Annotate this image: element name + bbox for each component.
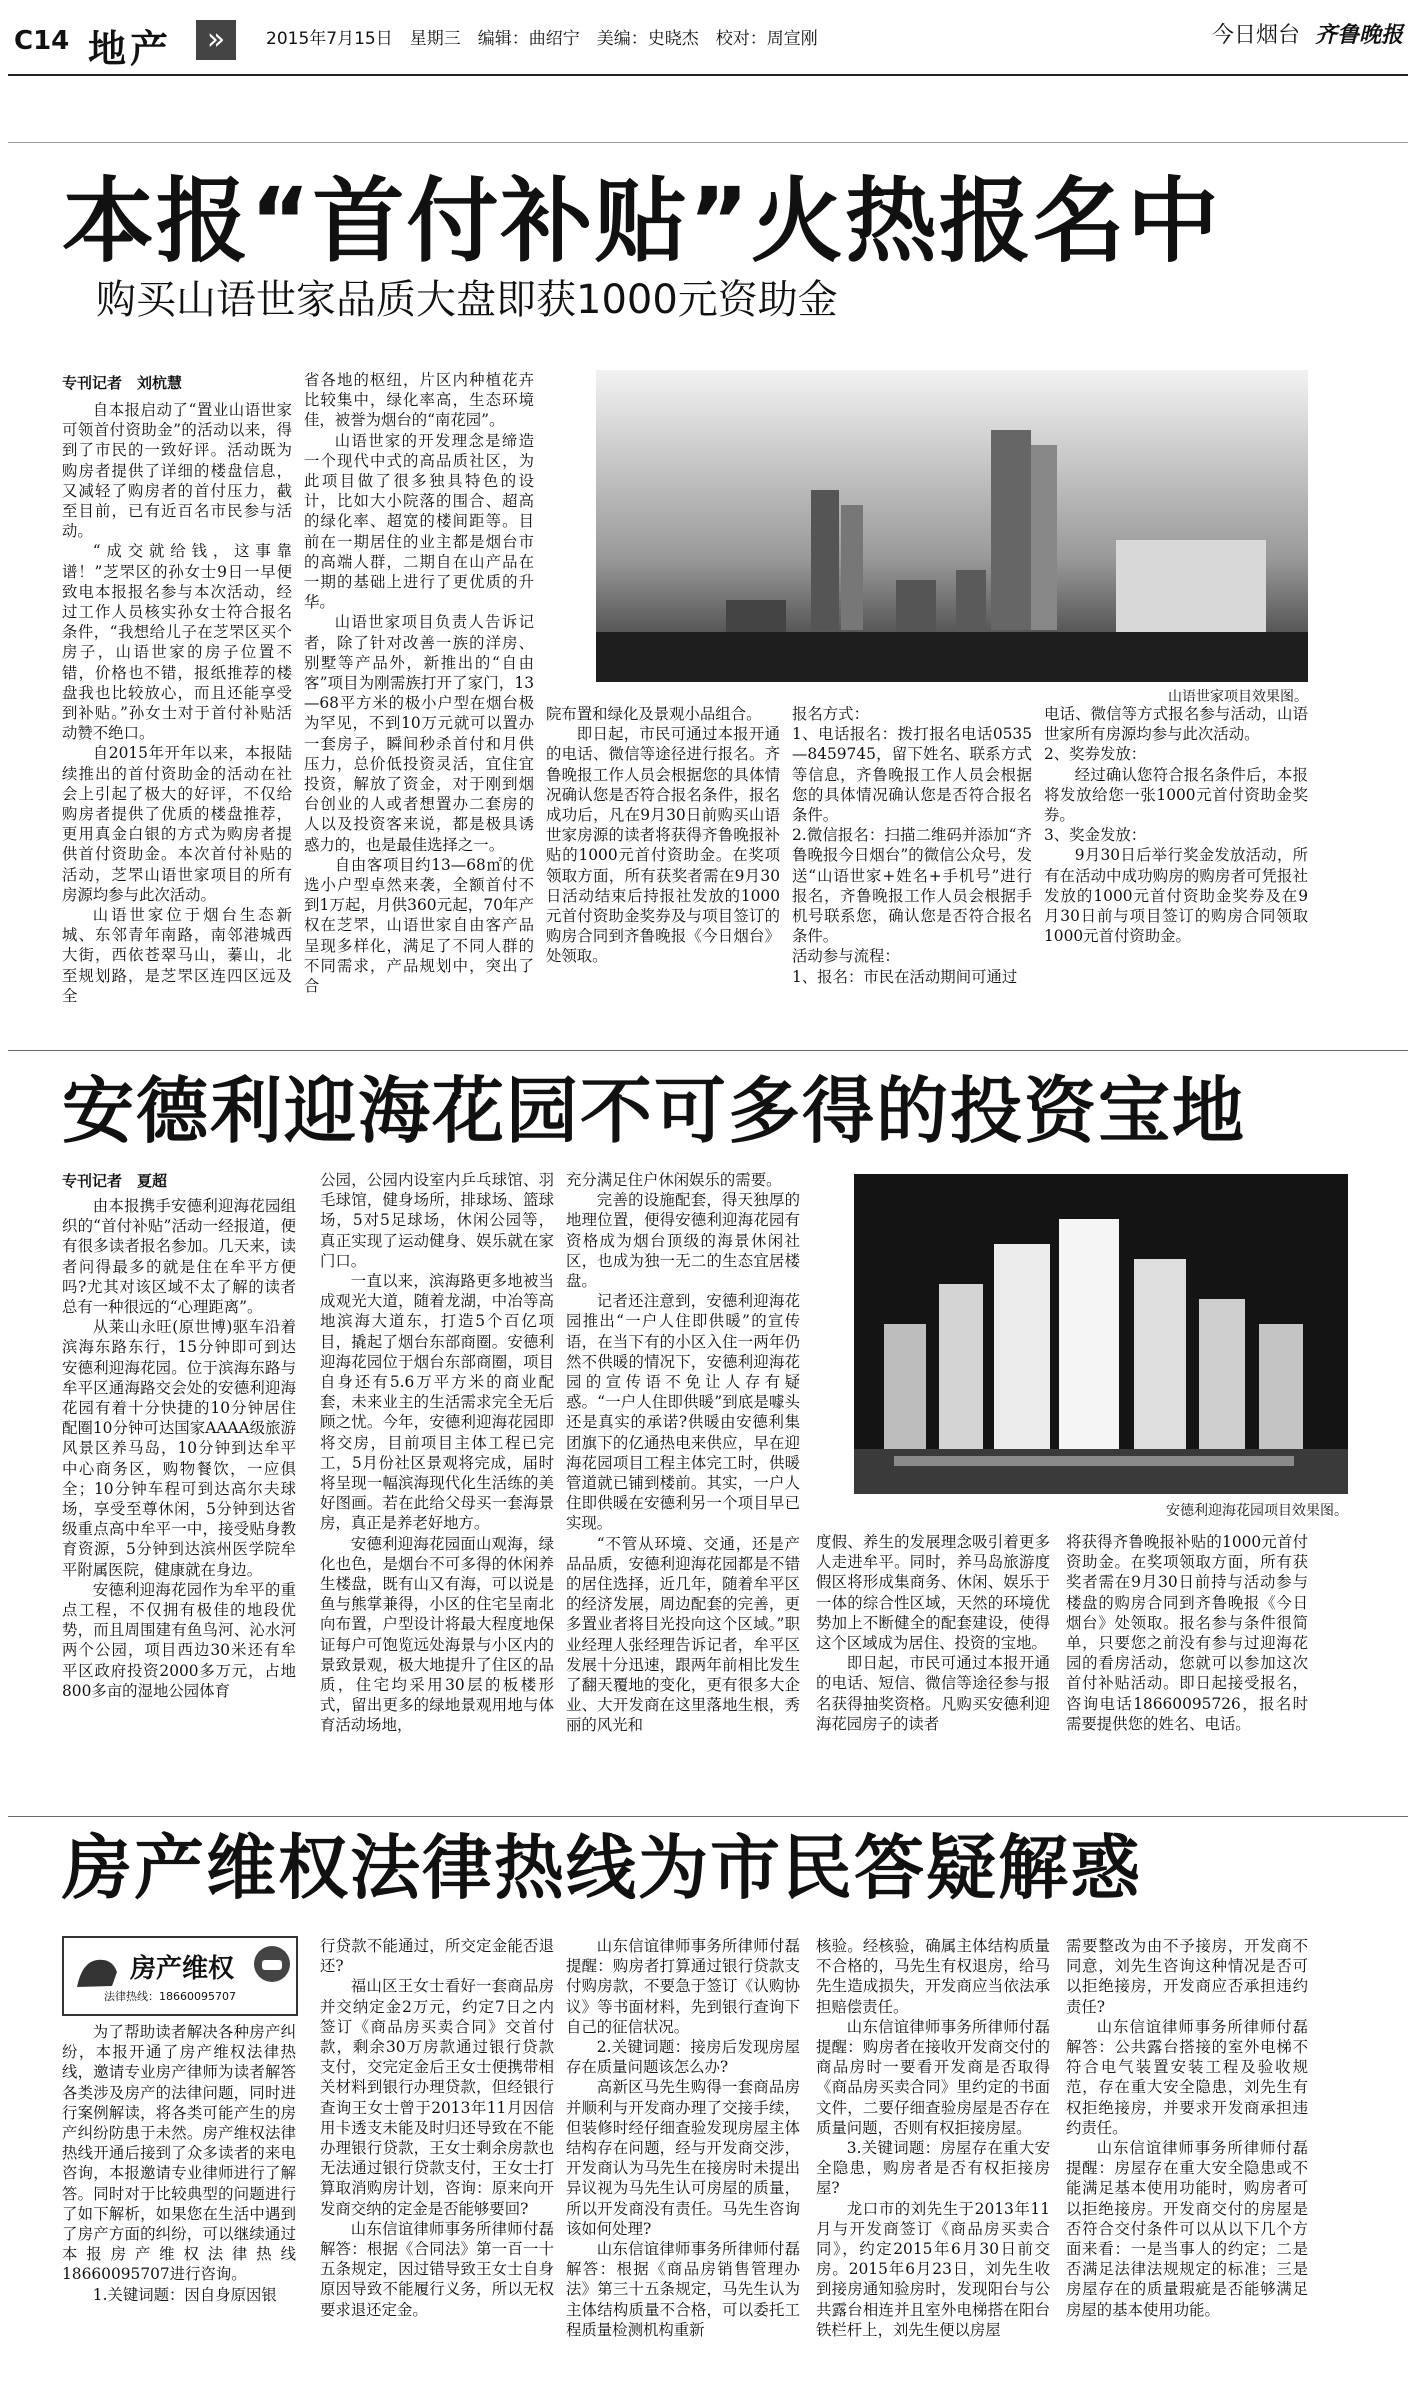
article3-col5	[1066, 1936, 1308, 2378]
article2-col5	[1066, 1532, 1308, 1810]
paragraph: 山东信谊律师事务所律师付磊提醒：房屋存在重大安全隐患或不能满足基本使用功能时，购房者可以拒绝接房。开发商交付的房屋是否符合交付条件可以从以下几个方面来看：一是当事人的约定；二是否满足法律法规规定的标准；三是房屋存在的质量瑕疵是否能够满足房屋的基本使用功能。	[1066, 2139, 1308, 2319]
article1-col1	[62, 400, 292, 1040]
paragraph: “成交就给钱，这事靠谱！”芝罘区的孙女士9日一早便致电本报报名参与本次活动，经过工作人员核实孙女士符合报名条件，“我想给儿子在芝罘区买个房子，山语世家的房子位置不错，价格也不错，报纸推荐的楼盘我也比较放心，而且还能享受到补贴。”孙女士对于首付补贴活动赞不绝口。	[62, 542, 292, 743]
article2-col2	[320, 1170, 554, 1810]
building-illustration	[596, 370, 1308, 682]
paragraph: 活动参与流程：	[792, 947, 900, 966]
article1-subheadline: 购买山语世家品质大盘即获1000元资助金	[96, 277, 838, 323]
edition-name: 今日烟台	[1211, 23, 1300, 48]
paragraph: 即日起，市民可通过本报开通的电话、短信、微信等途径参与报名获得抽奖资格。凡购买安德利迎海花园房子的读者	[816, 1654, 1050, 1733]
article3-col3	[566, 1936, 800, 2378]
paragraph: 山东信谊律师事务所律师付磊提醒：购房者在接收开发商交付的商品房时一要看开发商是否取得《商品房买卖合同》里约定的书面文件，二要仔细查验房屋是否存在质量问题，否则有权拒接房屋。	[816, 2017, 1050, 2137]
paragraph: 高新区马先生购得一套商品房并顺利与开发商办理了交接手续，但装修时经仔细查验发现房屋主体结构存在问题，经与开发商交涉，开发商认为马先生在接房时未提出异议视为马先生认可房屋的质量，所以开发商没有责任。马先生咨询该如何处理?	[566, 2078, 800, 2238]
article1-byline: 专刊记者 刘杭慧	[62, 374, 183, 392]
article2-col3	[566, 1170, 800, 1810]
paragraph: 为了帮助读者解决各种房产纠纷，本报开通了房产维权法律热线，邀请专业房产律师为读者解答各类涉及房产的法律问题，同时进行案例解读，将各类可能产生的房产纠纷防患于未然。房产维权法律热线开通后接到了众多读者的来电咨询，本报邀请专业律师进行了解答。同时对于比较典型的问题进行了如下解析，如果您在生活中遇到了房产方面的纠纷，可以继续通过本报房产维权法律热线18660095707进行咨询。	[62, 2023, 296, 2284]
article1-photo-caption: 山语世家项目效果图。	[1168, 689, 1308, 705]
top-divider	[8, 142, 1408, 143]
paragraph: 从莱山永旺(原世博)驱车沿着滨海东路东行，15分钟即可到达安德利迎海花园。位于滨海东路与牟平区通海路交会处的安德利迎海花园有着十分快捷的10分钟居住配圈10分钟可达国家AAAA级旅游风景区养马岛，10分钟到达牟平中心商务区，购物餐饮，一应俱全；10分钟车程可到达高尔夫球场，享受至尊休闲，5分钟到达省级重点高中牟平一中，接受贴身教育资源，5分钟到达滨州医学院牟平附属医院，健康就在身边。	[62, 1318, 296, 1579]
article2-headline: 安德利迎海花园不可多得的投资宝地	[62, 1069, 1247, 1153]
page-number: C14	[14, 26, 70, 56]
article2-photo	[854, 1174, 1348, 1494]
paragraph: 山语世家位于烟台生态新城、东邻青年南路，南邻港城西大街，西依苍翠马山，蓁山，北至规划路，是芝罘区连四区远及全	[62, 906, 292, 1005]
paragraph: 一直以来，滨海路更多地被当成观光大道，随着龙湖，中冶等高地滨海大道东，打造5个百亿项目，撬起了烟台东部商圈。安德利迎海花园位于烟台东部商圈，项目自身还有5.6万平方米的商业配套，未来业主的生活需求完全无后顾之忧。今年，安德利迎海花园即将交房，目前项目主体工程已完工，5月份社区景观将完成，届时将呈现一幅滨海现代化生活练的美好图画。若在此给父母买一套海景房，真正是养老好地方。	[320, 1272, 554, 1533]
paragraph: 山东信谊律师事务所律师付磊提醒：购房者打算通过银行贷款支付购房款，不要急于签订《认购协议》等书面材料，先到银行查询下自己的征信状况。	[566, 1937, 800, 2036]
paragraph: 即日起，市民可通过本报开通的电话、微信等途径进行报名。齐鲁晚报工作人员会根据您的具体情况确认您是否符合报名条件，报名成功后，凡在9月30日前购买山语世家房源的读者将获得齐鲁晚报补贴的1000元首付资助金。在奖项领取方面，所有获奖者需在9月30日活动结束后持报社发放的1000元首付资助金奖券及与项目签订的购房合同到齐鲁晚报《今日烟台》处领取。	[546, 725, 780, 966]
paragraph: 充分满足住户休闲娱乐的需要。	[566, 1171, 782, 1189]
paragraph: “不管从环境、交通，还是产品品质，安德利迎海花园都是不错的居住选择，近几年，随着牟平区的经济发展，周边配套的完善，更多置业者将目光投向这个区域。”职业经理人张经理告诉记者，牟平区发展十分迅速，跟两年前相比发生了翻天覆地的变化，更有很多大企业、大开发商在这里落地生根，秀丽的风光和	[566, 1534, 800, 1735]
paragraph: 度假、养生的发展理念吸引着更多人走进牟平。同时，养马岛旅游度假区将形成集商务、休闲、娱乐于一体的综合性区域，天然的环境优势加上不断健全的配套建设，使得这个区域成为居住、投资的宝地。	[816, 1533, 1050, 1653]
paragraph: 自本报启动了“置业山语世家可领首付资助金”的活动以来，得到了市民的一致好评。活动既为购房者提供了详细的楼盘信息，又减轻了购房者的首付压力，截至目前，已有近百名市民参与活动。	[62, 401, 292, 541]
paragraph: 山语世家项目负责人告诉记者，除了针对改善一族的洋房、别墅等产品外，新推出的“自由客”项目为刚需族打开了家门，13—68平方米的极小户型在烟台极为罕见，不到10万元就可以置办一套房子，瞬间秒杀首付和月供压力，总价低投资灵活，宜住宜投资，解放了资金，对于刚到烟台创业的人或者想置办二套房的人以及投资客来说，都是极具诱惑力的，也是最佳选择之一。	[304, 613, 534, 854]
paragraph: 3、奖金发放：	[1044, 826, 1147, 845]
article1-col5	[1044, 704, 1308, 1040]
paragraph: 完善的设施配套，得天独厚的地理位置，便得安德利迎海花园有资格成为烟台顶级的海景休闲社区，也成为独一无二的生态宜居楼盘。	[566, 1191, 800, 1291]
paragraph: 核验。经核验，确属主体结构质量不合格的，马先生有权退房，给马先生造成损失，开发商应当依法承担赔偿责任。	[816, 1937, 1050, 2016]
article1-col2	[304, 370, 534, 1040]
article1-headline: 本报“首付补贴”火热报名中	[62, 168, 1221, 275]
article2-photo-caption: 安德利迎海花园项目效果图。	[1166, 1503, 1348, 1519]
paragraph: 1、电话报名：拨打报名电话0535—8459745，留下姓名、联系方式等信息，齐鲁晚报工作人员会根据您的具体情况确认您是否符合报名条件。	[792, 725, 1032, 825]
brand-logo: 齐鲁晚报	[1314, 22, 1403, 48]
section-divider	[8, 1816, 1408, 1817]
telephone-icon	[252, 1944, 292, 1984]
hotline-logo	[62, 1936, 298, 2016]
paragraph: 自2015年开年以来，本报陆续推出的首付资助金的活动在社会上引起了极大的好评，不仅给购房者提供了优质的楼盘推荐，更用真金白银的方式为购房者提供首付资助金。本次首付补贴的活动，芝罘山语世家项目的所有房源均参与此次活动。	[62, 744, 292, 904]
article1-col4	[792, 704, 1032, 1040]
paragraph: 将获得齐鲁晚报补贴的1000元首付资助金。在奖项领取方面，所有获奖者需在9月30日前持与活动参与楼盘的购房合同到齐鲁晚报《今日烟台》处领取。报名参与条件很简单，只要您之前没有参与过迎海花园的看房活动，您就可以参加这次首付补贴活动。即日起接受报名，咨询电话18660095726，报名时需要提供您的姓名、电话。	[1066, 1533, 1308, 1733]
paragraph: 记者还注意到，安德利迎海花园推出“一户人住即供暖”的宣传语，在当下有的小区入住一两年仍然不供暖的情况下，安德利迎海花园的宣传语不免让人存有疑惑。“一户人住即供暖”到底是噱头还是真实的承诺?供暖由安德利集团旗下的亿通热电来供应，早在迎海花园项目工程主体完工时，供暖管道就已铺到楼前。其实，一户人住即供暖在安德利另一个项目早已实现。	[566, 1292, 800, 1533]
paragraph: 山语世家的开发理念是缔造一个现代中式的高品质社区，为此项目做了很多独具特色的设计，比如大小院落的围合、超高的绿化率、超宽的楼间距等。目前在一期居住的业主都是烟台市的高端人群，二期自在山产品在一期的基础上进行了更优质的升华。	[304, 431, 534, 612]
paragraph: 安德利迎海花园作为牟平的重点工程，不仅拥有极佳的地段优势，而且周围建有鱼鸟河、沁水河两个公园，项目西边30米还有牟平区政府投资2000多万元，占地800多亩的湿地公园体育	[62, 1580, 296, 1700]
paragraph: 1.关键词题：因自身原因银	[92, 2285, 277, 2304]
article1-photo	[596, 370, 1308, 682]
article1-col3	[546, 704, 780, 1040]
article3-col2	[320, 1936, 554, 2378]
paragraph: 电话、微信等方式报名参与活动，山语世家所有房源均参与此次活动。	[1044, 705, 1308, 744]
section-divider	[8, 1050, 1408, 1051]
article3-col1	[62, 2022, 296, 2378]
paragraph: 报名方式：	[792, 705, 869, 723]
paragraph: 2.关键词题：接房后发现房屋存在质量问题该怎么办?	[566, 2038, 800, 2077]
paragraph: 公园，公园内设室内乒乓球馆、羽毛球馆，健身场所，排球场、篮球场，5对5足球场，休闲公园等，真正实现了运动健身、娱乐就在家门口。	[320, 1171, 554, 1270]
paragraph: 省各地的枢纽，片区内种植花卉比较集中，绿化率高，生态环境佳，被誉为烟台的“南花园”。	[304, 371, 534, 430]
hand-icon	[72, 1952, 122, 1992]
section-name: 地产	[88, 27, 173, 71]
paragraph: 自由客项目约13—68㎡的优选小户型卓然来袭，全额首付不到1万起，月供360元起，70年产权在芝罘，山语世家自由客产品呈现多样化，满足了不同人群的不同需求，产品规划中，突出了合	[304, 855, 534, 996]
article2-byline: 专刊记者 夏超	[62, 1172, 168, 1190]
paragraph: 安德利迎海花园面山观海，绿化也色，是烟台不可多得的休闲养生楼盘，既有山又有海，可以说是鱼与熊掌兼得，小区的住宅呈南北向布置，户型设计将最大程度地保证每户可饱览远处海景与小区内的景致景观，极大地提升了住区的品质，住宅均采用30层的板楼形式，留出更多的绿地景观用地与体育活动场地，	[320, 1534, 554, 1735]
article2-col4	[816, 1532, 1050, 1810]
article2-col1	[62, 1196, 296, 1810]
article3-headline: 房产维权法律热线为市民答疑解惑	[62, 1827, 1142, 1909]
double-chevron-right-icon: »	[196, 20, 236, 60]
page-header	[0, 0, 1417, 92]
paragraph: 山东信谊律师事务所律师付磊解答：根据《合同法》第一百一十五条规定，因过错导致王女士自身原因导致不能履行义务，所以无权要求退还定金。	[320, 2219, 554, 2319]
paragraph: 院布置和绿化及景观小品组合。	[546, 705, 762, 723]
paragraph: 2、奖券发放：	[1044, 745, 1147, 764]
paragraph: 经过确认您符合报名条件后，本报将发放给您一张1000元首付资助金奖券。	[1044, 765, 1308, 825]
paragraph: 需要整改为由不予接房，开发商不同意，刘先生咨询这种情况是否可以拒绝接房，开发商应否承担违约责任?	[1066, 1937, 1308, 2016]
article3-col4	[816, 1936, 1050, 2378]
header-rule	[8, 74, 1408, 76]
paragraph: 福山区王女士看好一套商品房并交纳定金2万元，约定7日之内签订《商品房买卖合同》交首付款，剩余30万房款通过银行贷款支付，交完定金后王女士便携带相关材料到银行办理贷款，但经银行查询王女士曾于2013年11月因信用卡透支未能及时归还导致在不能办理银行贷款，王女士剩余房款也无法通过银行贷款支付，王女士打算取消购房计划，咨询：原来向开发商交纳的定金是否能够要回?	[320, 1977, 554, 2218]
paragraph: 行贷款不能通过，所交定金能否退还?	[320, 1937, 554, 1976]
logo-title: 房产维权	[130, 1954, 235, 1984]
paragraph: 1、报名：市民在活动期间可通过	[792, 967, 1018, 986]
building-illustration	[854, 1174, 1348, 1494]
paragraph: 龙口市的刘先生于2013年11月与开发商签订《商品房买卖合同》，约定2015年6月30日前交房。2015年6月23日，刘先生收到接房通知验房时，发现阳台与公共露台相连并且室外电梯搭在阳台铁栏杆上，刘先生便以房屋	[816, 2199, 1050, 2339]
paragraph: 山东信谊律师事务所律师付磊解答：公共露台搭接的室外电梯不符合电气装置安装工程及验收规范，存在重大安全隐患，刘先生有权拒绝接房，并要求开发商承担违约责任。	[1066, 2017, 1308, 2137]
paragraph: 9月30日后举行奖金发放活动，所有在活动中成功购房的购房者可凭报社发放的1000元首付资助金奖券及在9月30日前与项目签订的购房合同领取1000元首付资助金。	[1044, 846, 1308, 946]
issue-info: 2015年7月15日 星期三 编辑：曲绍宁 美编：史晓杰 校对：周宣刚	[266, 29, 818, 49]
logo-hotline: 法律热线：18660095707	[104, 1990, 236, 2003]
masthead	[1212, 18, 1403, 49]
paragraph: 山东信谊律师事务所律师付磊解答：根据《商品房销售管理办法》第三十五条规定，马先生认为主体结构质量不合格，可以委托工程质量检测机构重新	[566, 2240, 800, 2339]
paragraph: 由本报携手安德利迎海花园组织的“首付补贴”活动一经报道，便有很多读者报名参加。几天来，读者问得最多的就是住在牟平方便吗?尤其对该区域不太了解的读者总有一种很远的“心理距离”。	[62, 1197, 296, 1317]
paragraph: 2.微信报名：扫描二维码并添加“齐鲁晚报今日烟台”的微信公众号，发送“山语世家+姓名+手机号”进行报名，齐鲁晚报工作人员会根据手机号联系您，确认您是否符合报名条件。	[792, 826, 1032, 946]
paragraph: 3.关键词题：房屋存在重大安全隐患，购房者是否有权拒接房屋?	[816, 2139, 1050, 2198]
